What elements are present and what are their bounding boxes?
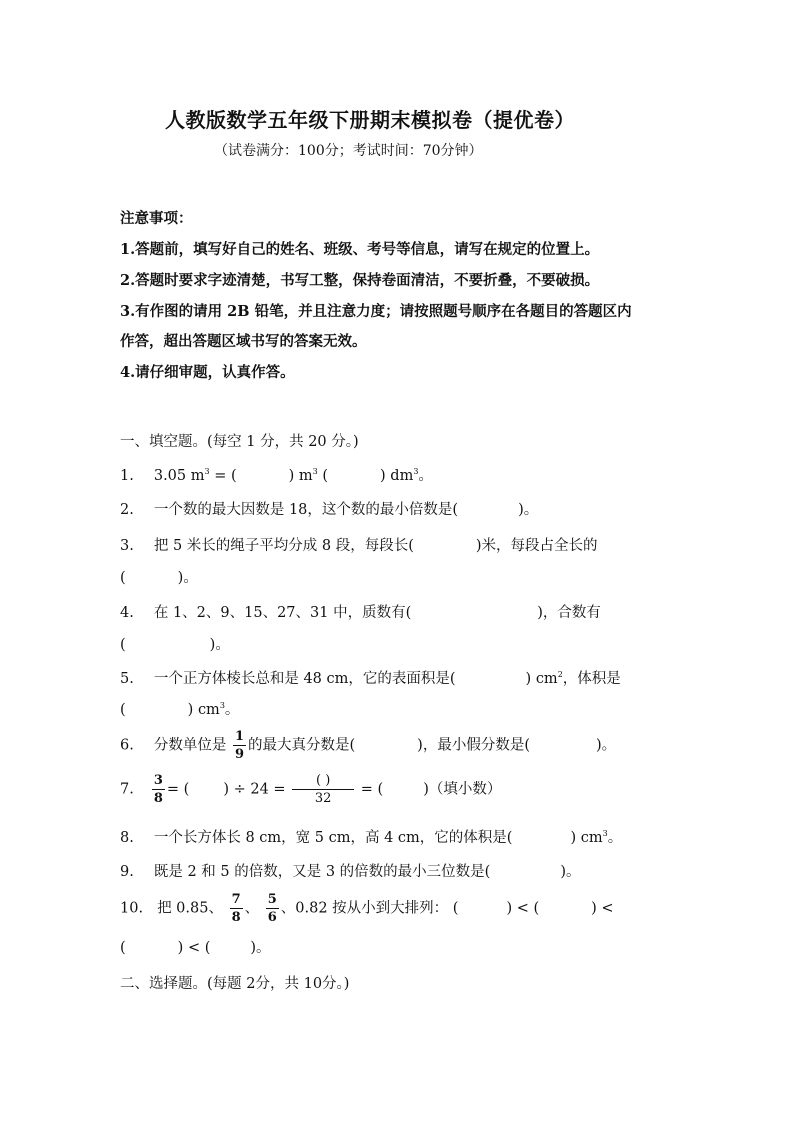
question-7: 7. $\frac{3}{8}$ = ( ) ÷ 24 = $\frac{( )}{32}$ = ( )（填小数）	[120, 773, 502, 806]
question-3-line-2: ( )。	[120, 570, 198, 586]
question-10: 10. 把 0.85、 $\frac{7}{8}$ 、 $\frac{5}{6}$ 、0.82 按从小到大排列： ( ) < ( ) <	[120, 892, 614, 925]
fraction: $\frac{1}{9}$	[234, 729, 244, 762]
section-1-heading: 一、填空题。(每空 1 分，共 20 分。)	[120, 434, 359, 450]
question-5: 5. 一个正方体棱长总和是 48 cm，它的表面积是( ) $cm^2$，体积是	[120, 670, 621, 687]
question-6: 6. 分数单位是 $\frac{1}{9}$ 的最大真分数是( )，最小假分数是( )。	[120, 729, 617, 762]
fraction: $\frac{7}{8}$	[231, 892, 241, 925]
question-10-line-2: ( ) < ( )。	[120, 940, 271, 956]
notice-item-3: 3.有作图的请用 2B 铅笔，并且注意力度；请按照题号顺序在各题目的答题区内	[120, 303, 632, 320]
section-2-heading: 二、选择题。(每题 2分，共 10分。)	[120, 976, 350, 992]
question-3: 3. 把 5 米长的绳子平均分成 8 段，每段长( )米，每段占全长的	[120, 538, 598, 554]
fraction: $\frac{5}{6}$	[267, 892, 277, 925]
question-9: 9. 既是 2 和 5 的倍数，又是 3 的倍数的最小三位数是( )。	[120, 864, 581, 880]
notice-item-2: 2.答题时要求字迹清楚，书写工整，保持卷面清洁，不要折叠，不要破损。	[120, 272, 600, 289]
page-subtitle: （试卷满分：100分；考试时间：70分钟）	[214, 143, 483, 159]
question-2: 2. 一个数的最大因数是 18，这个数的最小倍数是( )。	[120, 502, 539, 518]
notice-heading: 注意事项：	[120, 210, 193, 227]
fraction: $\frac{( )}{32}$	[292, 774, 354, 805]
page-title: 人教版数学五年级下册期末模拟卷（提优卷）	[165, 108, 575, 132]
notice-item-1: 1.答题前，填写好自己的姓名、班级、考号等信息，请写在规定的位置上。	[120, 241, 600, 258]
question-8: 8. 一个长方体长 8 cm，宽 5 cm，高 4 cm，它的体积是( ) $cm^3$。	[120, 829, 623, 846]
notice-item-3-cont: 作答，超出答题区域书写的答案无效。	[120, 333, 367, 350]
question-number: 1.	[120, 468, 134, 484]
question-5-line-2: ( ) $cm^3$。	[120, 701, 240, 718]
question-4-line-2: ( )。	[120, 637, 230, 653]
notice-item-4: 4.请仔细审题，认真作答。	[120, 364, 295, 381]
question-4: 4. 在 1、2、9、15、27、31 中，质数有( )，合数有	[120, 605, 601, 621]
question-1: 1. 3.05 $m^3$ = ( ) $m^3$ ( ) $dm^3$。	[120, 467, 433, 484]
fraction: $\frac{3}{8}$	[153, 773, 163, 806]
